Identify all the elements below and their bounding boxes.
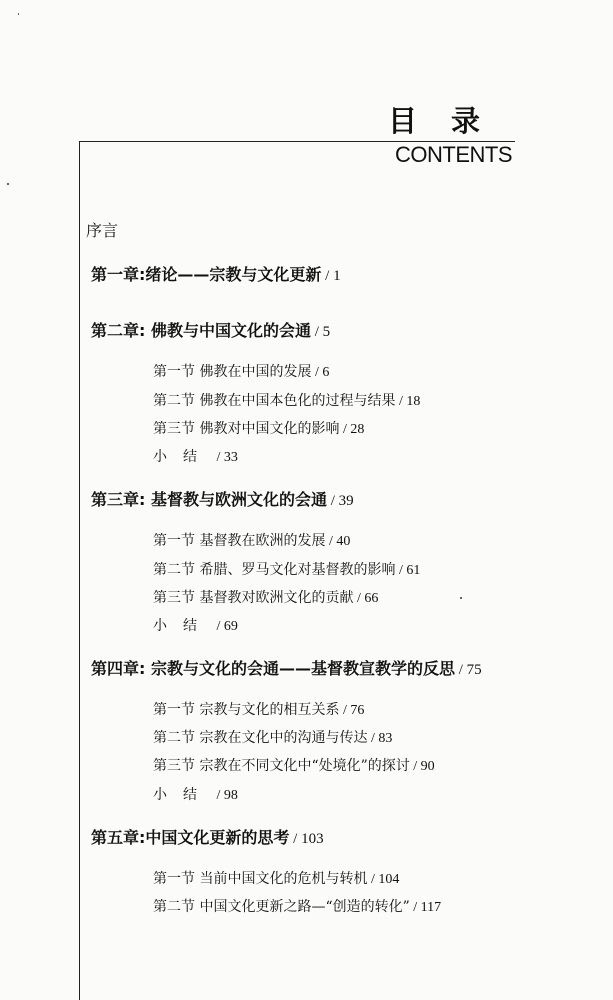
frame-left-rule [79,141,80,1000]
page-number: / 18 [395,394,421,409]
page-number: / 6 [311,365,330,380]
section-title: 小结 [153,618,213,634]
page-number: / 1 [321,268,341,284]
frame-top-rule [79,141,515,142]
chapter-title: 第三章: 基督教与欧洲文化的会通 [91,490,327,509]
page-number: / 103 [289,831,324,847]
toc-section[interactable] [153,361,329,381]
chapter-title: 第二章: 佛教与中国文化的会通 [91,321,311,340]
toc-section[interactable] [153,559,420,579]
page-number: / 33 [213,450,238,465]
page-number: / 28 [339,422,365,437]
page-number: / 5 [310,324,331,340]
section-title: 第一节 佛教在中国的发展 [153,364,312,380]
scan-speck [18,13,19,15]
section-title: 第三节 宗教在不同文化中“处境化”的探讨 [153,758,410,774]
toc-section[interactable] [153,868,399,888]
page-title-english: CONTENTS [395,142,512,167]
toc-chapter-3[interactable] [91,487,354,510]
page-number: / 69 [213,619,238,634]
page-number: / 61 [395,563,421,578]
toc-section[interactable] [153,755,435,775]
scan-speck [460,597,462,599]
toc-chapter-1[interactable] [91,262,341,285]
toc-chapter-2[interactable] [91,318,330,341]
section-title: 第一节 当前中国文化的危机与转机 [153,871,368,887]
toc-section[interactable] [153,530,350,550]
page-number: / 104 [367,872,400,887]
page-number: / 83 [367,731,393,746]
toc-section[interactable] [153,896,441,916]
toc-chapter-4[interactable] [91,656,482,679]
toc-summary[interactable] [153,615,238,635]
page-number: / 40 [325,534,351,549]
page-number: / 90 [409,759,435,774]
toc-chapter-5[interactable] [91,825,324,848]
page-number: / 117 [409,900,442,915]
toc-section[interactable] [153,699,364,719]
page-number: / 39 [326,493,354,509]
toc-summary[interactable] [153,446,238,466]
section-title: 第一节 宗教与文化的相互关系 [153,702,340,718]
page-number: / 98 [213,788,238,803]
toc-section[interactable] [153,418,364,438]
toc-section[interactable] [153,587,378,607]
section-title: 第二节 宗教在文化中的沟通与传达 [153,730,368,746]
section-title: 第二节 中国文化更新之路—“创造的转化” [153,899,410,915]
chapter-title: 第一章:绪论——宗教与文化更新 [91,265,322,284]
section-title: 小结 [153,449,213,465]
toc-summary[interactable] [153,784,238,804]
section-title: 第三节 佛教对中国文化的影响 [153,421,340,437]
section-title: 第一节 基督教在欧洲的发展 [153,533,326,549]
page-number: / 76 [339,703,365,718]
chapter-title: 第五章:中国文化更新的思考 [91,828,290,847]
page-number: / 75 [454,662,482,678]
section-title: 第二节 希腊、罗马文化对基督教的影响 [153,562,396,578]
scan-speck [7,183,9,185]
page-number: / 66 [353,591,379,606]
toc-section[interactable] [153,390,420,410]
section-title: 小结 [153,787,213,803]
section-title: 第二节 佛教在中国本色化的过程与结果 [153,393,396,409]
chapter-title: 第四章: 宗教与文化的会通——基督教宣教学的反思 [91,659,455,678]
page-title: 目录 [388,104,515,138]
section-title: 第三节 基督教对欧洲文化的贡献 [153,590,354,606]
toc-section[interactable] [153,727,392,747]
toc-preface[interactable]: 序言 [86,221,119,240]
